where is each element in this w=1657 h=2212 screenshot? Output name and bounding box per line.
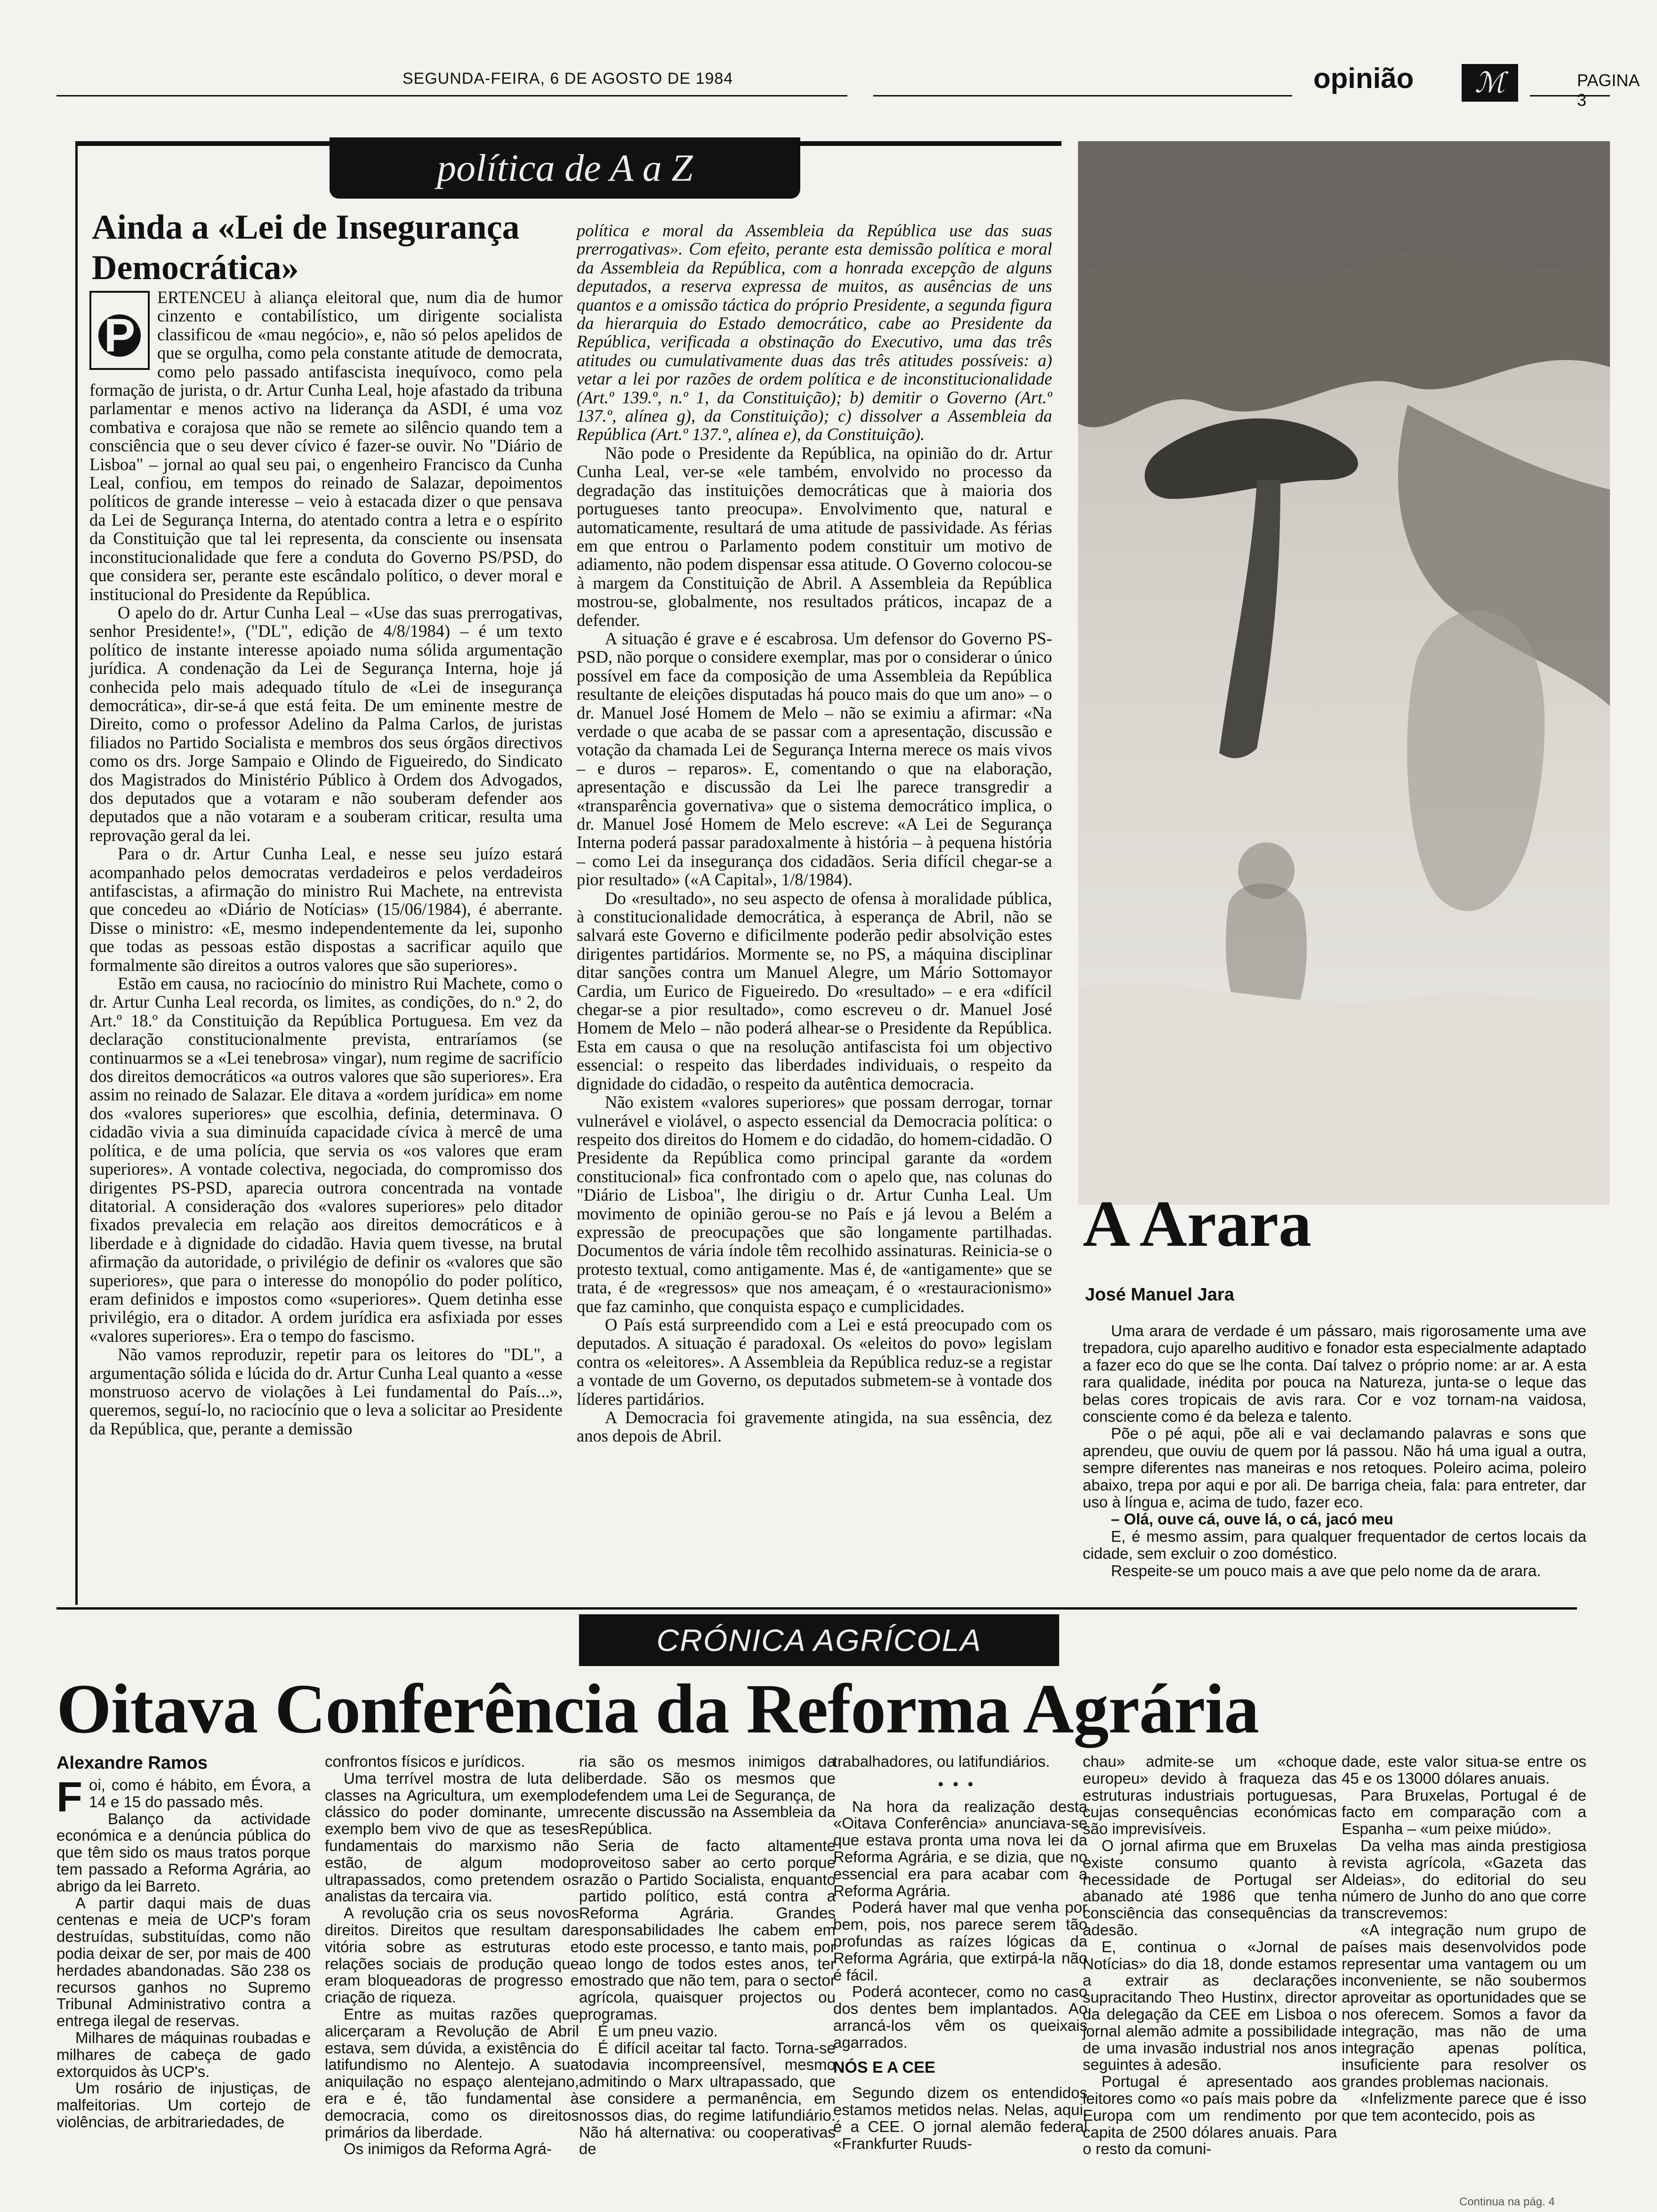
- box-left-border: [75, 141, 78, 1605]
- article-paragraph: A revolução cria os seus novos direitos. Direitos que resultam da vitória sobre as estruturas e relações sociais de produção que eram bloqueadoras de progresso e criação de riqueza.: [325, 1904, 579, 2006]
- article-title: [92, 207, 572, 288]
- dropcap: [89, 291, 150, 370]
- article-column: [325, 1753, 579, 2157]
- subheading: NÓS E A CEE: [833, 2058, 935, 2076]
- page-number: PAGINA 3: [1577, 71, 1639, 110]
- arara-byline: José Manuel Jara: [1085, 1285, 1234, 1305]
- section-divider: [56, 1607, 1577, 1610]
- article-paragraph: ERTENCEU à aliança eleitoral que, num dia de humor cinzento e contabilístico, um dirigente socialista classificou de «mau negócio», e, não só pelos apelidos de que se orgulha, como pela constante atitude de democrata, como pelo passado antifascista inequívoco, como pela formação de jurista, o dr. Artur Cunha Leal, hoje afastado da tribuna parlamentar e menos activo na liderança da ASDI, é uma voz combativa e corajosa que não se remete ao silêncio quando tem a consciência que o seu dever cívico é fazer-se ouvir. No "Diário de Lisboa" – jornal ao qual seu pai, o engenheiro Francisco da Cunha Leal, confiou, em tempos do reinado de Salazar, depoimentos políticos de grande interesse – veio à estacada dizer o que pensava da Lei de Segurança Interna, do atentado contra a letra e o espírito da Constituição que tal lei representa, da consciente ou insensata inconstitucionalidade que fere a conduta do Governo PS/PSD, do que considera ser, perante este escândalo político, o dever moral e institucional do Presidente da República.: [89, 288, 563, 604]
- masthead-rule: [873, 95, 1292, 96]
- article-paragraph: Entre as muitas razões que alicerçaram a Revolução de Abril estava, sem dúvida, a existência do latifundismo no Alentejo. A sua aniquilação no espaço alentejano, era e é, tão fundamental à democracia, como os direitos primários da liberdade.: [325, 2005, 579, 2141]
- article-paragraph: Para Bruxelas, Portugal é de facto em comparação com a Espanha – «um peixe miúdo».: [1342, 1786, 1586, 1838]
- arara-title: A Arara: [1083, 1187, 1312, 1260]
- article-byline: Alexandre Ramos: [56, 1753, 208, 1773]
- paragraph-text: oi, como é hábito, em Évora, a 14 e 15 do passado mês.: [88, 1776, 311, 1811]
- article-paragraph: política e moral da Assembleia da República use das suas prerrogativas». Com efeito, perante esta demissão política e moral da Assembleia da República, com a honrada excepção de alguns deputados, a reserva expressa de muitos, as ausências de uns quantos e a omissão táctica do próprio Presidente, a segunda figura da hierarquia do Estado democrático, cabe ao Presidente da República, verificada a obstinação do Executivo, uma das três atitudes ou cumulativamente duas das três atitudes possíveis: a) vetar a lei por razões de ordem política e de inconstitucionalidade (Art.º 139.º, n.º 1, da Constituição); b) demitir o Governo (Art.º 137.º, alínea g), da Constituição); c) dissolver a Assembleia da República (Art.º 137.º, alínea e), da Constituição).: [577, 221, 1052, 444]
- article-paragraph: Respeite-se um pouco mais a ave que pelo nome da de arara.: [1111, 1562, 1541, 1579]
- article-paragraph: Uma terrível mostra de luta de classes na Agricultura, um exemplo clássico do poder dominante, um exemplo bem vivo de que as teses fundamentais do marxismo não estão, de algum modo ultrapassados, como pretendem os analistas da tercaira via.: [325, 1769, 579, 1905]
- article-paragraph: Não vamos reproduzir, repetir para os leitores do "DL", a argumentação sólida e lúcida do dr. Artur Cunha Leal quanto a «esse monstruoso acervo de violações à Lei fundamental do País...», queremos, seguí-lo, no raciocínio que o leva a solicitar ao Presidente da República, que, perante a demissão: [89, 1345, 563, 1438]
- separator-dots: •••: [938, 1775, 983, 1793]
- article-column: [579, 1753, 836, 2157]
- masthead-rule: [56, 95, 847, 96]
- article-paragraph: Milhares de máquinas roubadas e milhares de cabeça de gado extorquidos às UCP's.: [56, 2028, 311, 2080]
- article-title: Oitava Conferência da Reforma Agrária: [56, 1670, 1259, 1748]
- article-paragraph: Do «resultado», no seu aspecto de ofensa à moralidade pública, à constitucionalidade democrática, à esperança de Abril, não se salvará este Governo e dificilmente poderão pedir absolvição estes dirigentes partidários. Mormente se, no PS, a máquina disciplinar ditar sanções contra um Manuel Alegre, um Mário Sottomayor Cardia, um Eurico de Figueiredo. Do «resultado» – e era «difícil chegar-se a pior resultado», como escreveu o dr. Manuel José Homem de Melo – não poderá alhear-se o Presidente da República. Esta em causa o que na resolução antifascista foi um objectivo essencial: o respeito das liberdades individuais, o respeito da dignidade do cidadão, o respeito da autêntica democracia.: [577, 888, 1052, 1093]
- article-paragraph: Na hora da realização desta «Oitava Conferência» anunciava-se que estava pronta uma nova lei da Reforma Agrária, e se dizia, que no essencial era para acabar com a Reforma Agrária.: [833, 1797, 1087, 1899]
- article-paragraph: Não pode o Presidente da República, na opinião do dr. Artur Cunha Leal, ver-se «ele também, envolvido no processo da degradação das instituições democráticas que à maioria dos portugueses tanto preocupa». Envolvimento que, natural e automaticamente, resultará de uma atitude de passividade. As férias em que entrou o Parlamento podem constituir um motivo de adiamento, não podem dispensar essa atitude. O Governo colocou-se à margem da Constituição de Abril. A Assembleia da República mostrou-se, globalmente, nos resultados práticos, incapaz de a defender.: [577, 443, 1052, 630]
- article-paragraph: Estão em causa, no raciocínio do ministro Rui Machete, como o dr. Artur Cunha Leal recorda, os limites, as condições, do n.º 2, do Art.º 18.º da Constituição da República Portuguesa. Em vez da declaração constitucionalmente prevista, entraríamos (se continuarmos se a «Lei tenebrosa» vingar), num regime de sacrifício dos direitos democráticos «a outros valores que são superiores». Era assim no reinado de Salazar. Ele ditava a «ordem jurídica» em nome dos «valores superiores» que escolhia, definia, determinava. O cidadão vivia a sua diminuída capacidade cívica à mercê de uma política, e de uma polícia, que servia os «os valores que eram superiores». A vontade colectiva, negociada, do compromisso dos dirigentes PS-PSD, aparecia outrora concentrada na vontade ditatorial. A consideração dos «valores superiores» pelo ditador fixados prevalecia em relação aos direitos democráticos e à liberdade e à dignidade do cidadão. Havia quem tivesse, na brutal afirmação da autoridade, o privilégio de definir os «valores que são superiores», que para o interesse do monopólio do poder político, eram definidos e impostos como «superiores». Quem detinha esse privilégio, era o ditador. A ordem jurídica era asfixiada por esses «valores superiores». Era o tempo do fascismo.: [89, 974, 563, 1346]
- article-paragraph: «A integração num grupo de países mais desenvolvidos pode representar uma vantagem ou um inconveniente, se não soubermos aproveitar as oportunidades que se nos oferecem. Somos a favor da integração, mas não de uma integração apenas política, insuficiente para resolver os grandes problemas nacionais.: [1342, 1921, 1586, 2091]
- article-paragraph: Põe o pé aqui, põe ali e vai declamando palavras e sons que aprendeu, que ouviu de quem por lá passou. Não há uma igual a outra, sempre diferentes nas maneiras e nos retoques. Poleiro acima, poleiro abaixo, trepa por aqui e por ali. De barriga cheia, fala: para entreter, dar uso à língua e, acima de tudo, fazer eco.: [1083, 1425, 1586, 1511]
- article-paragraph: Os inimigos da Reforma Agrá-: [344, 2140, 552, 2158]
- article-column: [89, 288, 563, 1438]
- article-paragraph: [56, 1774, 311, 1821]
- article-paragraph: É difícil aceitar tal facto. Torna-se todavia incompreensível, mesmo admitindo o Marx ultrapassado, que se considere a permanência, em nossos dias, do regime latifundiário. Não há alternativa: ou cooperativas de: [579, 2039, 836, 2158]
- article-title-line: Ainda a «Lei de Insegurança: [92, 208, 520, 247]
- article-paragraph: trabalhadores, ou latifundiários.: [833, 1753, 1050, 1770]
- article-paragraph: Poderá acontecer, como no caso dos dentes bem implantados. Ao arrancá-los vêm os queixais agarrados.: [833, 1983, 1087, 2051]
- article-paragraph: Não existem «valores superiores» que possam derrogar, tornar vulnerável e violável, o aspecto essencial da Democracia política: o respeito dos direitos do Homem e do cidadão, do homem-cidadão. O Presidente da República como principal garante da «ordem constitucional» fica confrontado com o apelo que, nas colunas do "Diário de Lisboa", lhe dirigiu o dr. Artur Cunha Leal. Um movimento de opinião gerou-se no País e já levou a Belém a expressão de preocupações que são longamente partilhadas. Documentos de vária índole têm recolhido assinaturas. Reinicia-se o protesto textual, como antigamente. Mas é, de «antigamente» que se trata, é de «regressos» que nos ameaçam, é o «restauracionismo» que faz caminho, que conquista espaço e cumplicidades.: [577, 1092, 1052, 1316]
- article-paragraph: Seria de facto altamente proveitoso saber ao certo porque razão o Partido Socialista, enquanto partido político, está contra a Reforma Agrária. Grandes responsabilidades lhe cabem em todo este processo, e tanto mais, por ao longo de todos estes anos, ter mostrado que não tem, para o sector agrícola, quaisquer projectos ou programas.: [579, 1836, 836, 2023]
- column-tag: política de A a Z: [330, 137, 800, 199]
- article-paragraph: Segundo dizem os entendidos estamos metidos nelas. Nelas, aqui, é a CEE. O jornal alemão federal «Frankfurter Ruuds-: [833, 2084, 1087, 2152]
- article-column: [577, 221, 1052, 1445]
- article-paragraph: Da velha mas ainda prestigiosa revista agrícola, «Gazeta das Aldeias», do editorial do seu número de Junho do ano que corre transcrevemos:: [1342, 1836, 1586, 1922]
- article-paragraph: Uma arara de verdade é um pássaro, mais rigorosamente uma ave trepadora, cujo aparelho auditivo e fonador esta especialmente adaptado a fazer eco do que se lhe conta. Daí talvez o próprio nome: ar ar. A esta rara qualidade, inédita por pouca na Natureza, junta-se o leque das belas cores tropicais de avis rara. Cor e voz tornam-na vaidosa, consciente como é da beleza e talento.: [1083, 1322, 1586, 1426]
- article-paragraph: confrontos físicos e jurídicos.: [325, 1753, 525, 1770]
- article-paragraph: A partir daqui mais de duas centenas e meia de UCP's foram destruídas, substituídas, como não podia deixar de ser, por mais de 400 herdades abandonadas. São 238 os recursos ganhos no Supremo Tribunal Administrativo contra a entrega ilegal de reservas.: [56, 1894, 311, 2030]
- article-column: [1083, 1753, 1337, 2157]
- section-title: opinião: [1313, 63, 1414, 94]
- arara-column: [1083, 1322, 1586, 1579]
- article-paragraph: chau» admite-se um «choque europeu» devido à fraqueza das estruturas industriais portuguesas, cujas consequências económicas são imprevisíveis.: [1083, 1753, 1337, 1838]
- article-paragraph: dade, este valor situa-se entre os 45 e os 13000 dólares anuais.: [1342, 1753, 1586, 1787]
- article-paragraph: É um pneu vazio.: [598, 2022, 718, 2040]
- article-paragraph: Poderá haver mal que venha por bem, pois, nos parece serem tão profundas as raízes lógicas da Reforma Agrária, que extirpá-la não é fácil.: [833, 1899, 1087, 1984]
- column-tag: CRÓNICA AGRÍCOLA: [579, 1614, 1059, 1666]
- article-paragraph: A situação é grave e é escabrosa. Um defensor do Governo PS-PSD, não porque o considere exemplar, mas por o considerar o único possível em face da composição de uma Assembleia da República resultante de eleições disputadas há pouco mais do que um ano» – o dr. Manuel José Homem de Melo – não se eximiu a afirmar: «Na verdade o que acaba de se passar com a apresentação, discussão e votação da chamada Lei de Segurança Interna merece os mais vivos – e duros – reparos». E, comentando o que na elaboração, apresentação e discussão da Lei lhe parece transgredir a «transparência governativa» que o sistema democrático implica, o dr. Manuel José Homem de Melo escreve: «A Lei de Segurança Interna poderá passar paradoxalmente à história – à pequena história – como Lei da insegurança dos cidadãos. Seria difícil chegar-se a pior resultado» («A Capital», 1/8/1984).: [577, 628, 1052, 890]
- article-paragraph: Para o dr. Artur Cunha Leal, e nesse seu juízo estará acompanhado pelos democratas verdadeiros e pelos verdadeiros antifascistas, a afirmação do ministro Rui Machete, na entrevista que concedeu ao «Diário de Notícias» (15/06/1984), é aberrante. Disse o ministro: «E, mesmo independentemente da lei, suponho que todas as pessoas estão dispostas a sacrificar aquilo que formalmente são direitos a outros valores que são superiores».: [89, 844, 563, 975]
- illustration-image: [1078, 141, 1610, 1205]
- issue-date: SEGUNDA-FEIRA, 6 DE AGOSTO DE 1984: [402, 70, 733, 88]
- article-column: [1342, 1753, 1586, 2124]
- article-paragraph: O País está surpreendido com a Lei e está preocupado com os deputados. A situação é paradoxal. Os «eleitos do povo» legislam contra os «eleitores». A Assembleia da República reduz-se a registar a vontade de um Governo, os deputados submetem-se à vontade dos líderes partidários.: [577, 1314, 1052, 1409]
- article-paragraph: O apelo do dr. Artur Cunha Leal – «Use das suas prerrogativas, senhor Presidente!», ("DL", edição de 4/8/1984) – é um texto político de instante interesse apoiado numa sólida argumentação jurídica. A condenação da Lei de Segurança Interna, hoje já conhecida pelo mais adequado título de «Lei de insegurança democrática», dir-se-á que está feita. De um eminente mestre de Direito, como o professor Adelino da Palma Carlos, de juristas filiados no Partido Socialista e membros dos seus órgãos directivos como os drs. Jorge Sampaio e Olindo de Figueiredo, do Sindicato dos Magistrados do Ministério Público à Ordem dos Advogados, dos deputados que a votaram e não souberam defender aos deputados que a não votaram e a souberam criticar, resulta uma reprovação geral da lei.: [89, 602, 563, 845]
- article-paragraph: «Infelizmente parece que é isso que tem acontecido, pois as: [1342, 2089, 1586, 2124]
- dropcap: F: [56, 1774, 82, 1821]
- article-paragraph: Um rosário de injustiças, de malfeitorias. Um cortejo de violências, de arbitrariedades, de: [56, 2079, 311, 2131]
- article-paragraph: ria são os mesmos inimigos da liberdade. São os mesmos que defendem uma Lei de Segurança, de recente discussão na Assembleia da República.: [579, 1753, 836, 1838]
- article-title-line: Democrática»: [92, 248, 299, 287]
- article-paragraph: O jornal afirma que em Bruxelas existe consumo quanto à necessidade de Portugal ser abanado até 1986 que tenha consciência das consequências da adesão.: [1083, 1836, 1337, 1939]
- article-column: [833, 1753, 1087, 2152]
- article-paragraph: A Democracia foi gravemente atingida, na sua essência, dez anos depois de Abril.: [577, 1408, 1052, 1446]
- continued-notice: Continua na pág. 4: [1459, 2196, 1555, 2208]
- article-paragraph: Balanço da actividade económica e a denúncia pública do que têm sido os maus tratos porque tem passado a Reforma Agrária, ao abrigo da lei Barreto.: [56, 1810, 311, 1895]
- newspaper-logo-icon: ℳ: [1462, 64, 1518, 102]
- article-column: [56, 1774, 311, 2131]
- article-paragraph: E, continua o «Jornal de Notícias» do dia 18, donde estamos a extrair as declarações supracitando Theo Hustinx, director da delegação da CEE em Lisboa o jornal alemão admite a possibilidade de uma invasão industrial nos anos seguintes à adesão.: [1083, 1938, 1337, 2074]
- masthead: [56, 63, 1639, 110]
- article-paragraph: E, é mesmo assim, para qualquer frequentador de certos locais da cidade, sem excluir o zoo doméstico.: [1083, 1527, 1586, 1563]
- article-paragraph: Portugal é apresentado aos leitores como «o país mais pobre da Europa com um rendimento por capita de 2500 dólares anuais. Para o resto da comuni-: [1083, 2073, 1337, 2158]
- article-paragraph: – Olá, ouve cá, ouve lá, o cá, jacó meu: [1111, 1510, 1393, 1528]
- dropcap-letter: P: [98, 314, 141, 357]
